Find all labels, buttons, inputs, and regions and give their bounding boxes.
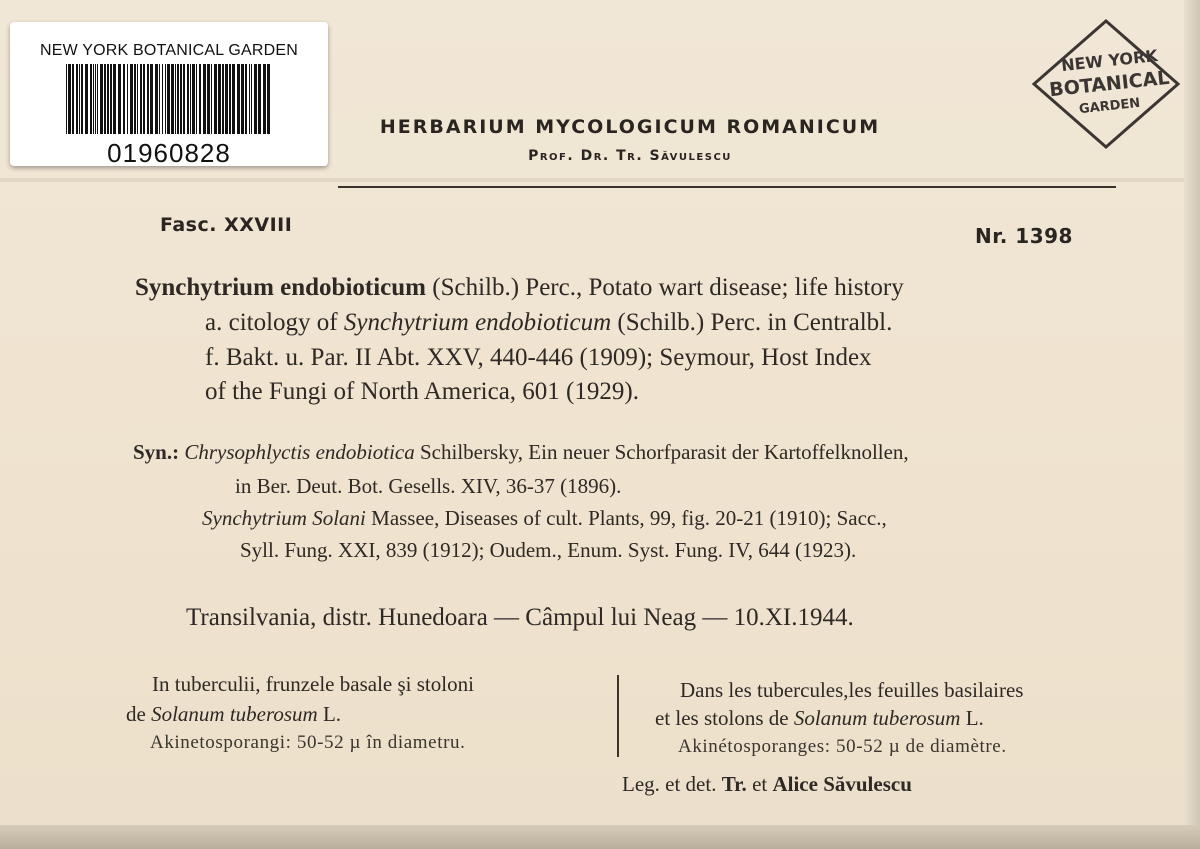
french-line-3: Akinétosporanges: 50-52 µ de diamètre. — [678, 736, 1007, 757]
taxon-name: Synchytrium endobioticum — [135, 274, 427, 301]
french-line-2 — [655, 706, 984, 731]
taxon-line-2 — [205, 309, 892, 337]
romanian-host-prefix: de — [126, 702, 146, 726]
synonym-2-name: Synchytrium Solani — [202, 506, 366, 530]
barcode-institution: NEW YORK BOTANICAL GARDEN — [39, 42, 299, 59]
taxon-line-4: of the Fungi of North America, 601 (1929). — [205, 378, 639, 405]
taxon-line-3: f. Bakt. u. Par. II Abt. XXV, 440-446 (1909); Seymour, Host Index — [205, 344, 872, 371]
stamp-line-3: GARDEN — [1078, 95, 1141, 118]
citation-prefix: a. citology of — [205, 309, 338, 336]
romanian-line-2 — [126, 702, 341, 727]
collector-1: Tr. — [721, 772, 747, 796]
romanian-line-1: In tuberculii, frunzele basale şi stoloni — [152, 672, 474, 696]
synonym-1-line-1 — [133, 440, 909, 465]
french-host-author: L. — [965, 706, 984, 730]
collectors-conjunction: et — [752, 772, 768, 796]
header-rule — [338, 186, 1116, 188]
romanian-host-author: L. — [322, 702, 342, 726]
taxon-line-1 — [135, 274, 904, 302]
collectors-prefix: Leg. et det. — [622, 772, 717, 796]
stamp-line-2: BOTANICAL — [1048, 66, 1171, 102]
stamp-line-1: NEW YORK — [1060, 46, 1159, 76]
label-header — [340, 116, 920, 164]
romanian-line-3: Akinetosporangi: 50-52 µ în diametru. — [150, 732, 466, 753]
synonym-label: Syn.: — [133, 440, 180, 464]
fascicle-number: Fasc. XXVIII — [160, 214, 293, 236]
header-subtitle: Prof. Dr. Tr. Săvulescu — [528, 148, 732, 164]
specimen-number: Nr. 1398 — [975, 224, 1073, 248]
barcode-icon — [66, 64, 272, 134]
column-divider — [617, 675, 619, 757]
taxon-authority: (Schilb.) Perc., Potato wart disease; life history — [432, 274, 904, 301]
collector-2: Alice Săvulescu — [772, 772, 912, 796]
french-host-prefix: et les stolons de — [655, 706, 789, 730]
header-title: HERBARIUM MYCOLOGICUM ROMANICUM — [379, 116, 881, 138]
barcode-number: 01960828 — [107, 138, 231, 168]
sheet-edge-right — [1184, 0, 1200, 849]
paper-fold — [0, 178, 1200, 182]
romanian-host-name: Solanum tuberosum — [151, 702, 318, 726]
synonym-1-line-2: in Ber. Deut. Bot. Gesells. XIV, 36-37 (1896). — [235, 474, 622, 498]
synonym-2-line-2: Syll. Fung. XXI, 839 (1912); Oudem., Enum. Syst. Fung. IV, 644 (1923). — [240, 538, 857, 562]
collectors-line — [622, 772, 912, 797]
synonym-2-line-1 — [202, 506, 887, 531]
sheet-edge-bottom — [0, 825, 1200, 849]
french-host-name: Solanum tuberosum — [793, 706, 961, 730]
citation-rest: (Schilb.) Perc. in Centralbl. — [617, 309, 893, 336]
synonym-2-citation: Massee, Diseases of cult. Plants, 99, fig. 20-21 (1910); Sacc., — [371, 506, 887, 530]
citation-taxon-name: Synchytrium endobioticum — [343, 309, 612, 336]
locality-line: Transilvania, distr. Hunedoara — Câmpul lui Neag — 10.XI.1944. — [186, 604, 854, 631]
nybg-stamp — [1030, 18, 1182, 150]
synonym-1-name: Chrysophlyctis endobiotica — [184, 440, 415, 464]
french-line-1: Dans les tubercules,les feuilles basilaires — [680, 678, 1024, 702]
barcode-label — [10, 22, 328, 166]
synonym-1-citation: Schilbersky, Ein neuer Schorfparasit der Kartoffelknollen, — [420, 440, 909, 464]
